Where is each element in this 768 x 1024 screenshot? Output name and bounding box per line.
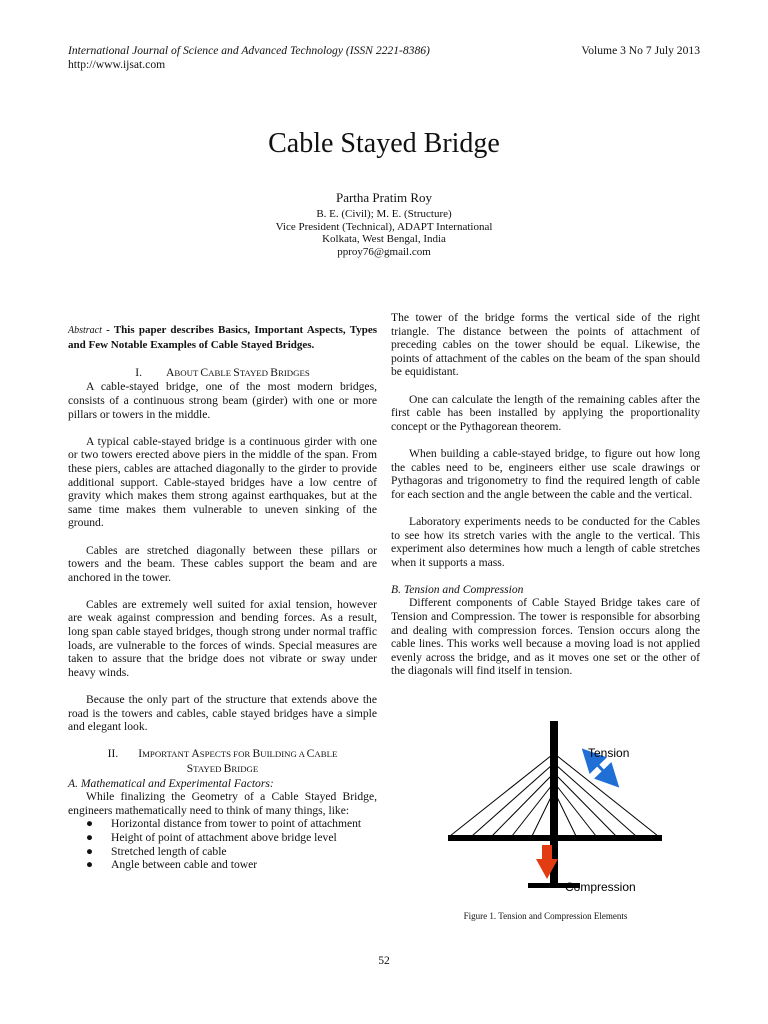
- paper-title: Cable Stayed Bridge: [268, 128, 500, 159]
- paragraph: A cable-stayed bridge, one of the most modern bridges, consists of a continuous strong beam (girder) with one or more pillars or towers in the middle.: [68, 380, 377, 421]
- subsection-heading-b: B. Tension and Compression: [391, 582, 524, 596]
- cable-line: [532, 795, 552, 836]
- page-number: 52: [378, 954, 390, 967]
- section-heading-1: I. ABOUT CABLE STAYED BRIDGES: [135, 365, 310, 379]
- bullet-list: [68, 817, 377, 871]
- paragraph: While finalizing the Geometry of a Cable Stayed Bridge, engineers mathematically need to think of many things, like:: [68, 790, 377, 817]
- cable-line: [556, 775, 616, 836]
- section-heading-2: II. IMPORTANT ASPECTS FOR BUILDING A CABLE STAYED BRIDGE: [107, 747, 338, 775]
- author-name: Partha Pratim Roy: [335, 190, 433, 205]
- abstract-text: This paper describes Basics, Important Aspects, Types and Few Notable Examples of Cable Stayed Bridges.: [68, 324, 377, 351]
- cables-left: [450, 755, 552, 836]
- author-block: [0, 190, 768, 258]
- abstract: [68, 323, 377, 352]
- figure-caption: Figure 1. Tension and Compression Elements: [463, 911, 628, 921]
- cable-line: [450, 755, 552, 836]
- bullet-icon: ●: [86, 830, 94, 844]
- abstract-dash: -: [101, 324, 114, 336]
- list-item: ● Horizontal distance from tower to point of attachment: [86, 817, 362, 831]
- volume-info: Volume 3 No 7 July 2013: [581, 44, 700, 57]
- cable-line: [512, 785, 552, 836]
- section-number-2: II.: [107, 747, 119, 761]
- bridge-deck: [448, 835, 662, 841]
- author-position: Vice President (Technical), ADAPT International: [275, 220, 493, 233]
- paragraph: A typical cable-stayed bridge is a continuous girder with one or two towers erected above piers in the middle of the span. From these piers, cables are attached diagonally to the girder to provide additional support. Cable-stayed bridges have a low centre of gravity which makes them strong against earthquakes, but at the same time makes them vulnerable to uneven sinking of the ground.: [68, 434, 377, 530]
- list-item: ● Angle between cable and tower: [86, 858, 258, 872]
- bullet-icon: ●: [86, 844, 94, 858]
- paragraph: When building a cable-stayed bridge, to figure out how long the cables need to be, engineers either use scale drawings or Pythagoras and trigonometry to find the required length of cable for each section and the angle between the cable and the vertical.: [391, 446, 700, 501]
- paragraph: Laboratory experiments needs to be conducted for the Cables to see how its stretch varies with the angle to the vertical. This experiment also determines how much a length of cable stretches when it supports a mass.: [391, 514, 700, 569]
- left-column: [68, 323, 377, 872]
- compression-label: Compression: [565, 880, 636, 894]
- paragraph: Different components of Cable Stayed Bridge takes care of Tension and Compression. The tower is responsible for absorbing and dealing with compression forces. Tension occurs along the cable lines. This works well because a moving load is not applied evenly across the bridge, and as it moves one set or the other of the diagonals will find itself in tension.: [391, 596, 700, 678]
- compression-arrow-shaft: [542, 845, 552, 859]
- list-item: ● Stretched length of cable: [86, 844, 227, 858]
- cables-right: [556, 755, 658, 836]
- journal-name: International Journal of Science and Advanced Technology (ISSN 2221-8386): [68, 44, 430, 57]
- paragraph: Cables are stretched diagonally between these pillars or towers and the beam. These cables support the beam and are anchored in the tower.: [68, 543, 377, 584]
- author-email[interactable]: pproy76@gmail.com: [337, 245, 431, 258]
- bridge-diagram: [448, 717, 670, 912]
- author-location: Kolkata, West Bengal, India: [322, 233, 446, 246]
- bullet-icon: ●: [86, 858, 94, 872]
- cable-line: [556, 785, 596, 836]
- paragraph: One can calculate the length of the remaining cables after the first cable has been installed by applying the proportionality concept or the Pythagorean theorem.: [391, 392, 700, 433]
- bullet-icon: ●: [86, 817, 94, 831]
- cable-line: [492, 775, 552, 836]
- section-number-1: I.: [135, 365, 142, 379]
- paragraph: The tower of the bridge forms the vertical side of the right triangle. The distance between the points of attachment of preceding cables on the tower should be equal. Likewise, the points of attachment of the cables on the beam of the span should be equidistant.: [391, 311, 700, 379]
- tension-label: Tension: [588, 746, 630, 760]
- subsection-heading-a: A. Mathematical and Experimental Factors:: [68, 776, 274, 790]
- tension-arrow: [590, 757, 611, 779]
- list-item: ● Height of point of attachment above bridge level: [86, 830, 337, 844]
- paragraph: Cables are extremely well suited for axial tension, however are weak against compression and bending forces. As a result, long span cable stayed bridges, though strong under normal traffic loads, are vulnerable to the forces of winds. Special measures are taken to assure that the bridge does not vibrate or sway under heavy winds.: [68, 597, 377, 679]
- right-column: [391, 311, 700, 678]
- tension-compression-figure: [448, 717, 670, 912]
- abstract-label: Abstract: [68, 325, 102, 336]
- cable-line: [556, 755, 658, 836]
- cable-line: [556, 795, 576, 836]
- author-degree: B. E. (Civil); M. E. (Structure): [316, 208, 452, 220]
- paragraph: Because the only part of the structure that extends above the road is the towers and cables, cable stayed bridges have a simple and elegant look.: [68, 693, 377, 734]
- journal-url[interactable]: http://www.ijsat.com: [68, 58, 166, 71]
